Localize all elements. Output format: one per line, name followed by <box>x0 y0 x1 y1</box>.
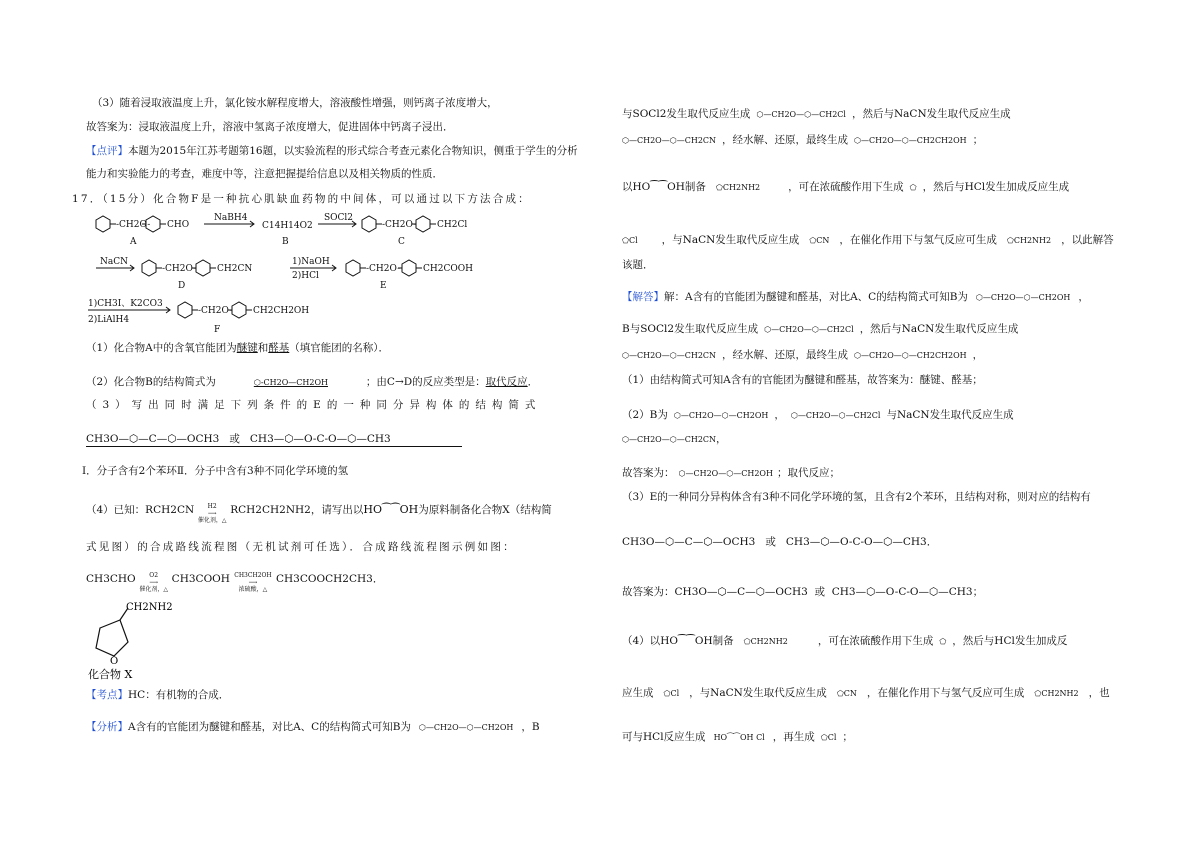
q17-part2 <box>86 375 538 390</box>
fenxi-tail: ，B <box>521 721 540 733</box>
iso-or: 或 <box>229 433 240 445</box>
q4-rch2cn: （4）已知：RCH2CN <box>86 504 195 516</box>
r16-b: 制备 <box>712 635 734 647</box>
r15-or: 或 <box>814 586 826 598</box>
r10-struct-b: ⬡—CH2O—⬡—CH2OH <box>673 411 769 420</box>
r1-struct-c: ⬡—CH2O—⬡—CH2Cl <box>756 110 846 119</box>
iso1-carbonyl: C <box>148 433 157 445</box>
r7-ch2cl: CH2Cl <box>826 325 854 334</box>
q16-part3-answer: 故答案为：浸取液温度上升，溶液中氢离子浓度增大，促进固体中钙离子浸出． <box>86 121 454 133</box>
r8-struct-d: ⬡—CH2O—⬡—CH2CN <box>622 351 717 360</box>
r-line-13: （3）E的一种同分异构体含有3种不同化学环境的氢，且含有2个苯环，且结构对称，则对应的结构有 <box>622 491 1091 503</box>
q2-struct-text: CH2O—CH2OH <box>263 378 328 387</box>
r2-struct-f: ⬡—CH2O—⬡—CH2CH2OH <box>854 136 967 145</box>
r-line-8 <box>622 348 983 363</box>
r15-iso1-right: OCH3 <box>775 586 808 598</box>
q4-arrow-h2: H2 <box>207 503 217 510</box>
r16-d: ，然后与HCl发生加成反 <box>952 635 1068 647</box>
D-group: CH2CN <box>217 264 253 274</box>
r14-or: 或 <box>765 536 776 548</box>
reagent-hcl: 2)HCl <box>292 271 319 281</box>
iso2-carbonate: O-C-O <box>303 433 337 445</box>
x-label: 化合物 X <box>88 668 133 681</box>
iso2-left: CH3 <box>249 433 274 445</box>
r16-ch2nh2: CH2NH2 <box>750 637 788 646</box>
fenxi-tag: 【分析】 <box>86 721 128 733</box>
r14-iso1-left: CH3O <box>622 536 655 548</box>
q1-and: 和 <box>257 342 269 354</box>
example-route <box>86 572 383 593</box>
r18-oh: OH <box>739 733 754 742</box>
r3-oh: OH <box>667 181 685 193</box>
r-line-5: 该题． <box>622 259 654 271</box>
r10c-ch2o: CH2O <box>805 411 831 420</box>
r2-struct-d: ⬡—CH2O—⬡—CH2CN <box>622 136 717 145</box>
r16-struct-x: ⬠CH2NH2 <box>743 637 788 646</box>
iso2-right: CH3 <box>366 433 391 445</box>
reagent-socl2: SOCl2 <box>324 213 354 223</box>
r2-ch2cn: CH2CN <box>684 136 717 145</box>
r7-a: B与SOCl2发生取代反应生成 <box>622 323 759 335</box>
r11-tail: ， <box>716 433 727 445</box>
r2-b: ； <box>972 134 984 146</box>
r18-struct-cl: ⬠Cl <box>820 733 837 742</box>
r8-ch2cn: CH2CN <box>684 351 717 360</box>
r8-b: ， <box>972 349 984 361</box>
r4-cn: CN <box>816 236 830 245</box>
r15-tail: ； <box>972 586 984 598</box>
ex-cat: 催化剂，△ <box>139 586 168 593</box>
r14-iso1-mid: C <box>684 536 693 548</box>
r10-struct-c: ⬡—CH2O—⬡—CH2Cl <box>790 411 881 420</box>
r17-b: ，与NaCN发生取代反应生成 <box>689 687 827 699</box>
r-line-1 <box>622 107 1011 122</box>
r14-iso2-right: CH3 <box>902 536 927 548</box>
r17-d: ，也 <box>1088 687 1110 699</box>
reagent-nacn: NaCN <box>100 257 129 267</box>
q4-arrow: H2 ⟶ 催化剂，△ <box>197 503 227 524</box>
r4-b: ，在催化作用下与氢气反应可生成 <box>839 234 997 246</box>
q1-text: （1）化合物A中的含氧官能团为 <box>86 342 237 354</box>
r8-ch2o: CH2O <box>636 351 662 360</box>
label-C: C <box>398 237 405 247</box>
label-D: D <box>178 281 186 291</box>
r10-ch2cl: CH2Cl <box>853 411 881 420</box>
synthesis-scheme <box>86 206 556 336</box>
r16-oh: OH <box>694 635 713 647</box>
label-F: F <box>214 325 221 335</box>
r4-a: ，与NaCN发生取代反应生成 <box>661 234 800 246</box>
ex-o2: O2 <box>149 572 159 579</box>
r14-iso2-left: CH3 <box>785 536 810 548</box>
r4-struct-cl: ⬠Cl <box>622 236 638 245</box>
r2f-ch2o: CH2O <box>869 136 894 145</box>
r-line-17 <box>622 686 1110 701</box>
F-group: CH2CH2OH <box>253 306 310 316</box>
kaodian-text: HC：有机物的合成． <box>128 689 230 701</box>
ex-ch3cho: CH3CHO <box>86 573 136 585</box>
jieda-tag: 【解答】 <box>622 291 664 303</box>
iso1-left: CH3O <box>86 433 119 445</box>
q17-part1 <box>86 341 389 355</box>
r1-ch2cl: CH2Cl <box>819 110 846 119</box>
right-column <box>622 0 1162 848</box>
r10-a: （2）B为 <box>622 409 668 421</box>
r15-iso2-left: CH3 <box>831 586 856 598</box>
r15-a: 故答案为： <box>622 586 675 598</box>
q1-tail: （填官能团的名称）． <box>289 342 390 354</box>
r4-ch2nh2: CH2NH2 <box>1013 236 1052 245</box>
r16-c: ，可在浓硫酸作用下生成 <box>817 635 934 647</box>
r10-ch2o: CH2O <box>688 411 714 420</box>
F-linker: -CH2O- <box>198 306 233 316</box>
scheme-drawing <box>86 206 556 336</box>
E-linker: -CH2O- <box>366 264 401 274</box>
formula-B: C14H14O2 <box>262 221 313 231</box>
left-column <box>72 0 626 848</box>
r3-b: 制备 <box>684 181 706 193</box>
compound-x-figure <box>88 598 178 682</box>
q2-mid: ；由C→D的反应类型是： <box>365 376 486 388</box>
q1-answer-ether: 醚键 <box>236 342 258 354</box>
label-E: E <box>380 281 387 291</box>
ex-acid: 浓硫酸，△ <box>238 586 268 593</box>
jieda-line <box>622 290 1089 305</box>
r12-a: 故答案为： <box>622 467 675 479</box>
q17-part4-line2: 式见图）的合成路线流程图（无机试剂可任选）．合成路线流程图示例如图： <box>86 541 516 553</box>
q17-part3: （3）写出同时满足下列条件的E的一种同分异构体的结构简式 <box>86 399 542 411</box>
r14-iso1-right: OCH3 <box>722 536 756 548</box>
r12-ch2oh: CH2OH <box>741 469 773 478</box>
r10-b: ， <box>774 409 785 421</box>
r18-ring-cl: Cl <box>827 733 837 742</box>
r-line-11 <box>622 432 727 447</box>
q4-reactant-diol: HO⁀⁀OH <box>363 503 419 516</box>
r15-iso1-mid: C <box>737 586 746 598</box>
comment-line-2: 能力和实验能力的考查，难度中等，注意把握提给信息以及相关物质的性质． <box>86 168 443 180</box>
r8-a: ，经水解、还原，最终生成 <box>722 349 849 361</box>
r7-struct-c: ⬡—CH2O—⬡—CH2Cl <box>764 325 854 334</box>
r10-c: 与NaCN发生取代反应生成 <box>886 409 1014 421</box>
r14-tail: ． <box>926 536 938 548</box>
r15-iso2-right: CH3 <box>948 586 973 598</box>
r8-ch2ch2oh: CH2CH2OH <box>916 351 967 360</box>
q4-text-c: 为原料制备化合物X（结构简 <box>418 504 552 516</box>
jb-ch2o: CH2O <box>990 293 1016 302</box>
compound-x-ring <box>88 598 178 682</box>
fenxi-b-structure: ⬡—CH2O—⬡—CH2OH <box>418 723 514 732</box>
r17-struct-cl: ⬠Cl <box>663 689 680 698</box>
r3-c: ，可在浓硫酸作用下生成 <box>788 181 904 193</box>
comment-tag: 【点评】 <box>86 145 128 157</box>
q4-arrow-cat: 催化剂，△ <box>197 517 227 524</box>
comment-line-1 <box>86 144 578 158</box>
iso1-right: OCH3 <box>186 433 220 445</box>
r17-cl: Cl <box>670 689 680 698</box>
ex-ch3cooh: CH3COOH <box>171 573 230 585</box>
r-line-16: （4）以HO⁀⁀OH制备 ⬠CH2NH2 ，可在浓硫酸作用下生成 ⬠ ，然后与HCl发生加成反 <box>622 635 1068 647</box>
r16-ho: HO <box>660 635 678 647</box>
r-line-14: CH3O—⬡—C—⬡—OCH3 或 CH3—⬡—O-C-O—⬡—CH3． <box>622 536 938 548</box>
r-line-2 <box>622 133 983 148</box>
q2-answer-structure: ⬡-CH2O—CH2OH <box>253 378 328 387</box>
r16-a: （4）以 <box>622 635 661 647</box>
r4-struct-x: ⬠CH2NH2 <box>1006 236 1052 245</box>
r17-ch2nh2: CH2NH2 <box>1041 689 1079 698</box>
r-line-4 <box>622 233 1114 248</box>
r12-b: ；取代反应； <box>776 467 840 479</box>
r1-ch2o: CH2O <box>771 110 797 119</box>
q1-answer-aldehyde: 醛基 <box>268 342 290 354</box>
r17-a: 应生成 <box>622 687 654 699</box>
r7-b: ，然后与NaCN发生取代反应生成 <box>859 323 1019 335</box>
r18-c: ； <box>842 731 853 743</box>
r1-a: 与SOCl2发生取代反应生成 <box>622 108 751 120</box>
E-group: CH2COOH <box>423 264 473 274</box>
r16-struct-furan: ⬠ <box>939 637 947 646</box>
r3-ch2nh2: CH2NH2 <box>722 183 761 192</box>
r4-struct-cn: ⬠CN <box>809 236 830 245</box>
r-line-12 <box>622 466 840 481</box>
r3-d: ，然后与HCl发生加成反应生成 <box>922 181 1070 193</box>
r17-struct-x: ⬠CH2NH2 <box>1034 689 1079 698</box>
ex-etoh: CH3CH2OH <box>234 572 272 579</box>
r15-iso2-mid: O-C-O <box>885 586 919 598</box>
jieda-b-structure: ⬡—CH2O—⬡—CH2OH <box>975 293 1071 302</box>
r10-ch2oh: CH2OH <box>736 411 769 420</box>
r7-ch2o: CH2O <box>779 325 804 334</box>
r18-a: 可与HCl反应生成 <box>622 731 706 743</box>
r18-ho: HO <box>713 733 728 742</box>
r18-b: ，再生成 <box>772 731 815 743</box>
A-group: CHO <box>167 220 190 230</box>
r-line-7 <box>622 322 1018 337</box>
question-17-heading: 17．（15分）化合物F是一种抗心肌缺血药物的中间体，可以通过以下方法合成： <box>72 193 531 205</box>
r3-a: 以 <box>622 181 633 193</box>
r2-ch2o: CH2O <box>636 136 662 145</box>
r2-ch2ch2oh: CH2CH2OH <box>916 136 967 145</box>
r17-struct-cn: ⬠CN <box>836 689 857 698</box>
r17-cn: CN <box>843 689 857 698</box>
kaodian-tag: 【考点】 <box>86 689 128 701</box>
r3-struct-x: ⬠CH2NH2 <box>715 183 761 192</box>
r3-ho: HO <box>632 181 651 193</box>
ex-arrow-1: O2 ⟶ 催化剂，△ <box>139 572 168 593</box>
r12-struct-b: ⬡—CH2O—⬡—CH2OH <box>678 469 773 478</box>
q16-part3-text: （3）随着浸取液温度上升，氯化铵水解程度增大，溶液酸性增强，则钙离子浓度增大， <box>92 97 498 109</box>
comment-text-1: 本题为2015年江苏考题第16题，以实验流程的形式综合考查元素化合物知识，侧重于学生的分析 <box>128 145 578 157</box>
q2-text: （2）化合物B的结构简式为 <box>86 376 216 388</box>
r18-struct-chlorodiol: HO⁀⁀OH Cl <box>713 733 765 742</box>
r11-ch2o: CH2O <box>636 435 662 444</box>
kaodian-line <box>86 688 229 702</box>
q2-tail: ． <box>527 376 539 388</box>
fenxi-text: A含有的官能团为醚键和醛基，对比A、C的结构简式可知B为 <box>128 721 411 733</box>
fenxi-line <box>86 720 540 735</box>
x-oxygen: O <box>110 656 119 667</box>
reagent-nabh4: NaBH4 <box>214 213 248 223</box>
x-substituent: CH2NH2 <box>126 602 173 613</box>
r8-struct-f: ⬡—CH2O—⬡—CH2CH2OH <box>854 351 967 360</box>
r-line-3: 以HO⁀⁀OH制备 ⬠CH2NH2 ，可在浓硫酸作用下生成 ⬠ ，然后与HCl发生加成反应生成 <box>622 181 1070 193</box>
D-linker: -CH2O- <box>162 264 197 274</box>
reagent-ch3i: 1)CH3I、K2CO3 <box>88 299 163 309</box>
r-line-10 <box>622 408 1014 423</box>
q2-answer-reaction: 取代反应 <box>485 376 528 388</box>
r12-ch2o: CH2O <box>693 469 719 478</box>
reagent-lialh4: 2)LiAlH4 <box>88 315 130 325</box>
ex-product: CH3COOCH2CH3． <box>275 573 384 585</box>
label-A: A <box>130 237 137 247</box>
r8f-ch2o: CH2O <box>869 351 894 360</box>
r4-cl: Cl <box>628 236 638 245</box>
r18-cl: Cl <box>756 733 765 742</box>
jb-ch2oh: CH2OH <box>1038 293 1071 302</box>
r11-struct-d: ⬡—CH2O—⬡—CH2CN <box>622 435 717 444</box>
r3-struct-furan: ⬠ <box>909 183 917 192</box>
q17-part3-answer: CH3O—⬡—C—⬡—OCH3 或 CH3—⬡—O-C-O—⬡—CH3 <box>86 432 462 447</box>
r14-iso2-mid: O-C-O <box>839 536 873 548</box>
C-group: CH2Cl <box>437 220 468 230</box>
label-B: B <box>282 237 289 247</box>
r2-a: ，经水解、还原，最终生成 <box>722 134 849 146</box>
q17-part3-conditions: Ⅰ．分子含有2个苯环Ⅱ．分子中含有3种不同化学环境的氢 <box>82 465 349 477</box>
C-linker: -CH2O- <box>382 220 417 230</box>
ex-arrow-2: CH3CH2OH ⟶ 浓硫酸，△ <box>234 572 272 593</box>
r4-c: ，以此解答 <box>1061 234 1114 246</box>
reagent-naoh: 1)NaOH <box>292 257 330 267</box>
q17-part4-line1 <box>86 503 552 524</box>
A-linker: -CH2O- <box>116 220 151 230</box>
r17-c: ，在催化作用下与氢气反应可生成 <box>866 687 1025 699</box>
jieda-tail: ， <box>1078 291 1089 303</box>
r-line-15: 故答案为：CH3O—⬡—C—⬡—OCH3 或 CH3—⬡—O-C-O—⬡—CH3； <box>622 586 984 598</box>
r-line-18 <box>622 730 853 745</box>
r15-iso1-left: CH3O <box>674 586 707 598</box>
jieda-text: 解：A含有的官能团为醚键和醛基，对比A、C的结构简式可知B为 <box>664 291 968 303</box>
q4-text-b: RCH2CH2NH2，请写出以 <box>230 504 364 516</box>
r11-ch2cn: CH2CN <box>684 435 717 444</box>
r-line-9: （1）由结构简式可知A含有的官能团为醚键和醛基，故答案为：醚键、醛基； <box>622 374 983 386</box>
r1-b: ，然后与NaCN发生取代反应生成 <box>851 108 1011 120</box>
